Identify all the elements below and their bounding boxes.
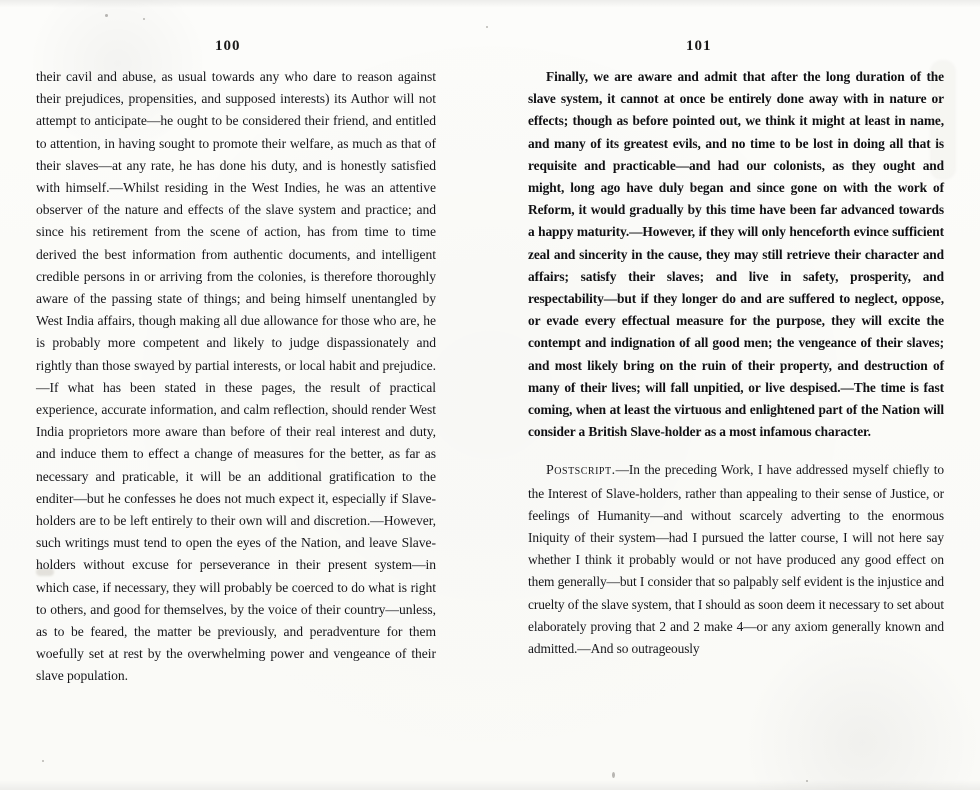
postscript-paragraph [528,459,944,660]
scan-speck [612,772,615,778]
body-paragraph: Finally, we are aware and admit that after the long duration of the slave system, it cannot at once be entirely done away with in nature or effects; though as before pointed out, we think it might at least in name, and many of its greatest evils, and no time to be lost in doing all that is requisite and practicable—and had our colonists, as they ought and might, long ago have duly began and since gone on with the work of Reform, it would gradually by this time have been far advanced towards a happy maturity.—However, if they will only henceforth evince sufficient zeal and sincerity in the cause, they may still retrieve their character and affairs; satisfy their slaves; and live in safety, prosperity, and respectability—but if they longer do and are suffered to neglect, oppose, or evade every effectual measure for the purpose, they will excite the contempt and indignation of all good men; the vengeance of their slaves; and most likely bring on the ruin of their property, and destruction of many of their lives; will fall unpitied, or live despised.—The time is fast coming, when at least the virtuous and enlightened part of the Nation will consider a British Slave-holder as a most infamous character. [528,69,944,440]
scan-speck [806,780,808,782]
left-text-column [36,66,436,688]
page-number-right: 101 [686,38,712,54]
scan-speck [42,760,44,762]
scan-speck [143,18,145,20]
right-text-column [528,66,944,660]
page-edge-shadow [0,0,980,8]
scan-speck [486,26,488,28]
scan-speck [105,14,108,17]
body-paragraph: their cavil and abuse, as usual towards any who dare to reason against their prejudices, propensities, and supposed interests) its Author will not attempt to anticipate—he ought to be considered their friend, and entitled to attention, in having sought to promote their welfare, as much as that of their slaves—at any rate, he has done his duty, and is honestly satisfied with himself.—Whilst residing in the West Indies, he was an attentive observer of the nature and effects of the slave system and practice; and since his retirement from the scene of action, has from time to time derived the best information from authentic documents, and intelligent credible persons in or arriving from the colonies, is therefore thoroughly aware of the passing state of things; and being himself unentangled by West India affairs, though making all due allowance for those who are, he is probably more competent and likely to judge dispassionately and rightly than those swayed by partial interests, or local habit and prejudice.—If what has been stated in these pages, the result of practical experience, accurate information, and calm reflection, should render West India proprietors more aware than before of their real interest and duty, and induce them to effect a change of measures for the better, as far as necessary and praticable, it will be an additional gratification to the enditer—but he confesses he does not much expect it, especially if Slave-holders are to be left entirely to their own will and discretion.—However, such writings must tend to open the eyes of the Nation, and leave Slave-holders without excuse for perseverance in their present system—in which case, if necessary, they will probably be coerced to do what is right to others, and good for themselves, by the voice of their country—unless, as to be feared, the matter be previously, and peradventure for them woefully set at rest by the overwhelming power and vengeance of their slave population. [36,69,436,684]
postscript-body: —In the preceding Work, I have addressed myself chiefly to the Interest of Slave-holders, rather than appealing to their sense of Justice, or feelings of Humanity—and without scarcely adverting to the enormous Iniquity of their system—had I pursued the latter course, I will not here say whether I think it probably would or not have produced any good effect on them generally—but I consider that so palpably self evident is the injustice and cruelty of the slave system, that I should as soon deem it necessary to set about elaborately proving that 2 and 2 make 4—or any axiom generally known and admitted.—And so outrageously [528,462,944,657]
page-edge-shadow [0,780,980,790]
page-number-left: 100 [215,38,241,54]
postscript-label: Postscript. [546,463,616,479]
